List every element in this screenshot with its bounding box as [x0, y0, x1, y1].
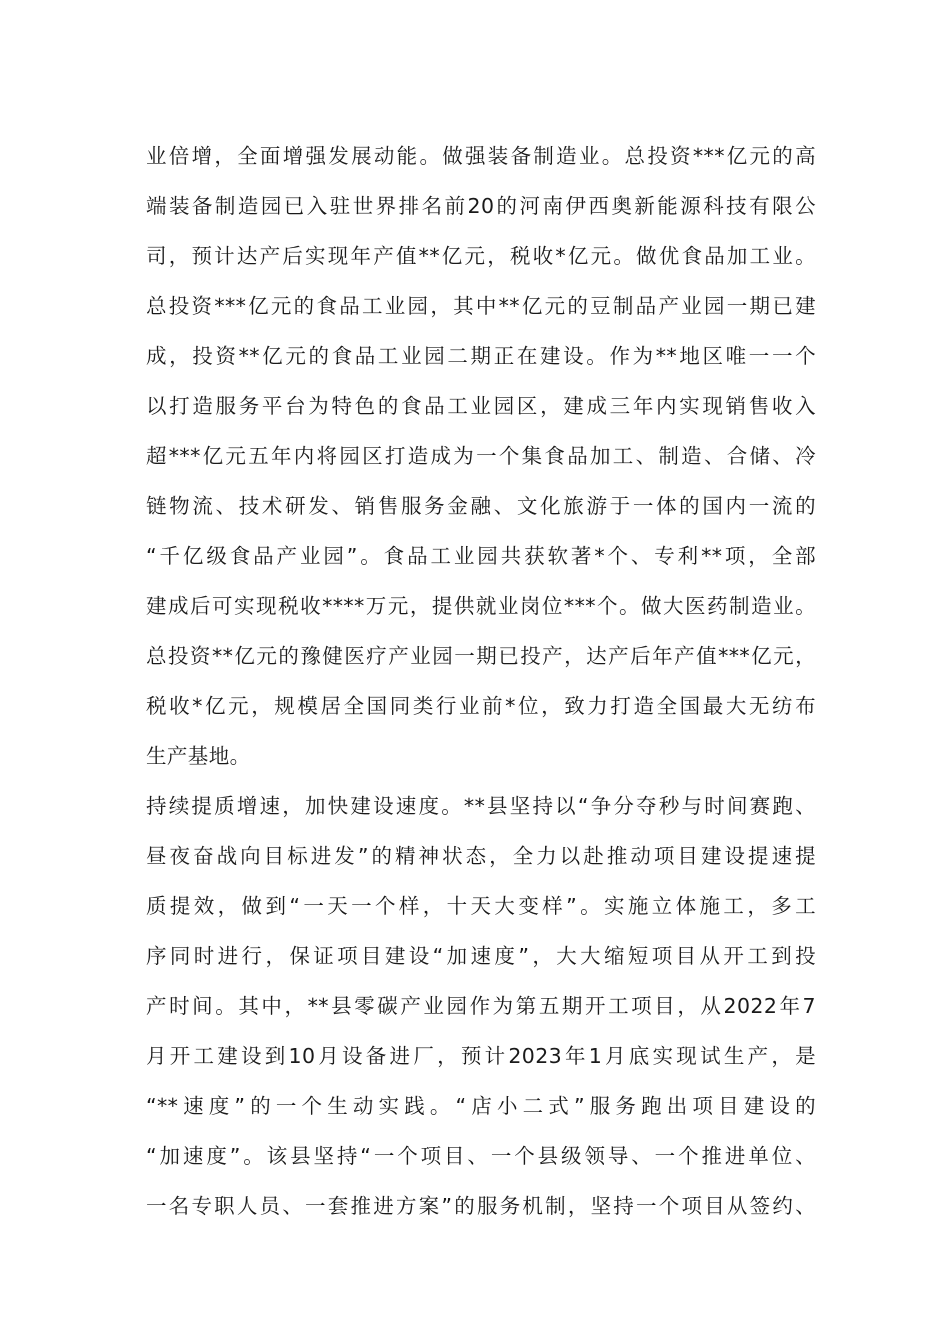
text-line: 总投资***亿元的食品工业园，其中**亿元的豆制品产业园一期已建: [146, 294, 816, 318]
text-line: 司，预计达产后实现年产值**亿元，税收*亿元。做优食品加工业。: [146, 244, 816, 268]
text-line: “**速度”的一个生动实践。“店小二式”服务跑出项目建设的: [146, 1094, 816, 1118]
text-line: 超***亿元五年内将园区打造成为一个集食品加工、制造、合储、冷: [146, 444, 816, 468]
text-line: 业倍增，全面增强发展动能。做强装备制造业。总投资***亿元的高: [146, 144, 816, 168]
text-line: 总投资**亿元的豫健医疗产业园一期已投产，达产后年产值***亿元，: [146, 644, 816, 668]
text-line: 月开工建设到10月设备进厂，预计2023年1月底实现试生产，是: [146, 1044, 816, 1068]
text-line: 序同时进行，保证项目建设“加速度”，大大缩短项目从开工到投: [146, 944, 816, 968]
text-line: 以打造服务平台为特色的食品工业园区，建成三年内实现销售收入: [146, 394, 816, 418]
text-line: “加速度”。该县坚持“一个项目、一个县级领导、一个推进单位、: [146, 1144, 816, 1168]
paragraph: [146, 781, 816, 1231]
text-line: 一名专职人员、一套推进方案”的服务机制，坚持一个项目从签约、: [146, 1194, 816, 1218]
text-line: 持续提质增速，加快建设速度。**县坚持以“争分夺秒与时间赛跑、: [146, 794, 816, 818]
text-line: 链物流、技术研发、销售服务金融、文化旅游于一体的国内一流的: [146, 494, 816, 518]
text-line: 端装备制造园已入驻世界排名前20的河南伊西奥新能源科技有限公: [146, 194, 816, 218]
text-line: 建成后可实现税收****万元，提供就业岗位***个。做大医药制造业。: [146, 594, 816, 618]
text-line: 成，投资**亿元的食品工业园二期正在建设。作为**地区唯一一个: [146, 344, 816, 368]
text-line: 生产基地。: [146, 744, 251, 768]
paragraph: [146, 131, 816, 781]
text-line: “千亿级食品产业园”。食品工业园共获软著*个、专利**项，全部: [146, 544, 816, 568]
text-line: 昼夜奋战向目标进发”的精神状态，全力以赴推动项目建设提速提: [146, 844, 816, 868]
text-line: 产时间。其中，**县零碳产业园作为第五期开工项目，从2022年7: [146, 994, 816, 1018]
text-line: 质提效，做到“一天一个样，十天大变样”。实施立体施工，多工: [146, 894, 816, 918]
body-text: [146, 131, 816, 1231]
text-line: 税收*亿元，规模居全国同类行业前*位，致力打造全国最大无纺布: [146, 694, 816, 718]
